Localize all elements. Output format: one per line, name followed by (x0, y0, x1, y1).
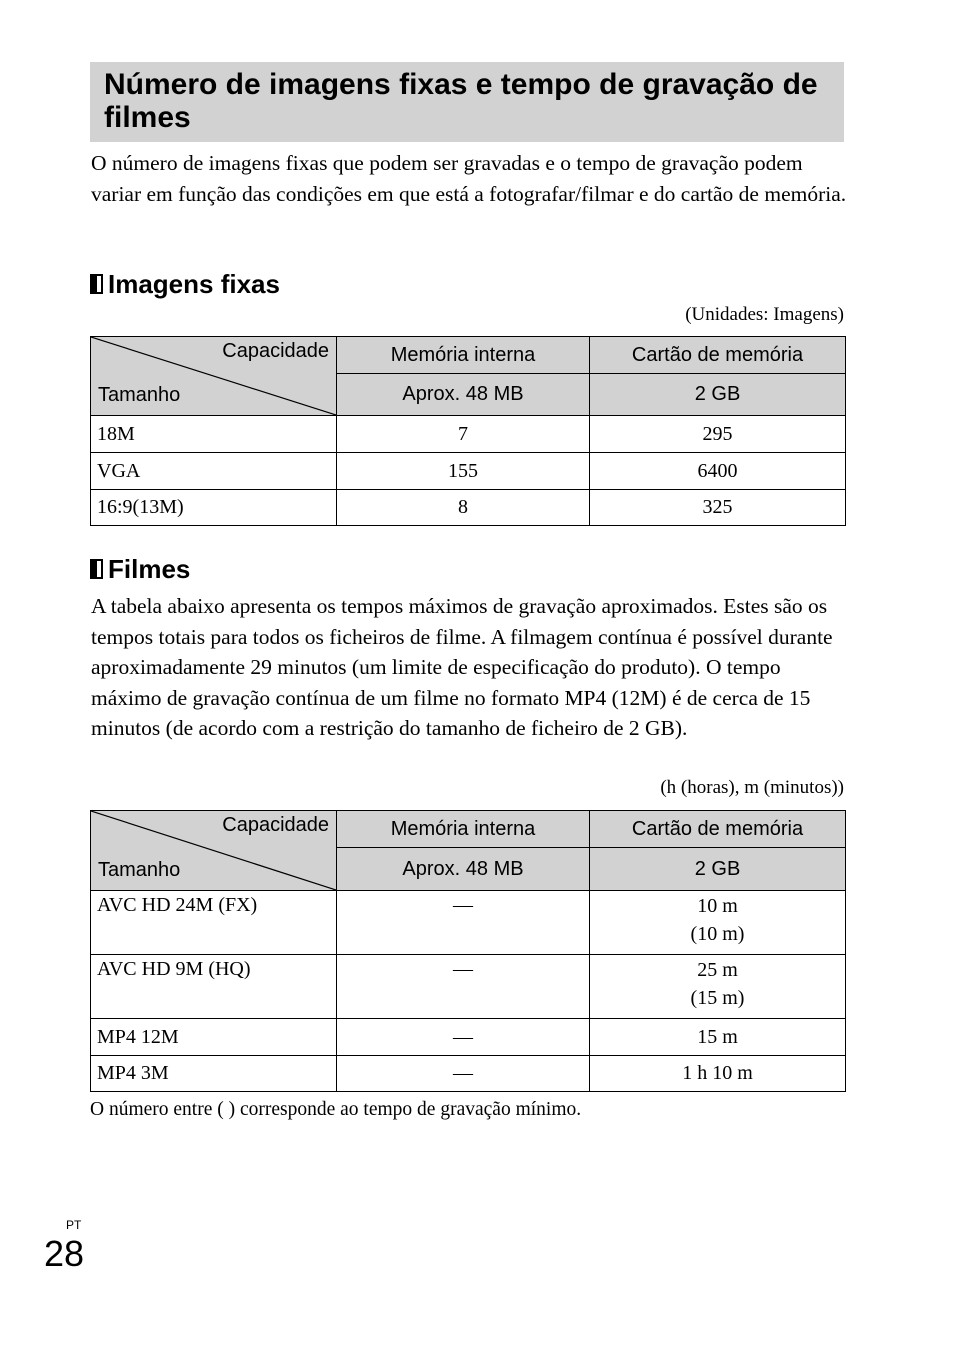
memory-card-capacity: 2 GB (590, 848, 846, 891)
row-internal: 8 (337, 490, 590, 526)
table-row (91, 1056, 846, 1092)
row-size: AVC HD 24M (FX) (91, 891, 337, 955)
row-internal: — (337, 1056, 590, 1092)
size-label: Tamanho (98, 859, 181, 881)
table-corner-cell (91, 811, 337, 891)
internal-memory-capacity: Aprox. 48 MB (337, 848, 590, 891)
section-bullet-icon (90, 274, 103, 294)
row-internal: 7 (337, 416, 590, 453)
title-bar (90, 62, 844, 142)
row-size: AVC HD 9M (HQ) (91, 955, 337, 1019)
row-internal: — (337, 955, 590, 1019)
row-card-min: (15 m) (690, 987, 745, 1009)
row-internal: — (337, 891, 590, 955)
still-images-table (90, 336, 846, 526)
footnote: O número entre ( ) corresponde ao tempo de gravação mínimo. (90, 1099, 582, 1120)
row-size: 18M (91, 416, 337, 453)
row-card (590, 891, 846, 955)
row-card: 1 h 10 m (590, 1056, 846, 1092)
movies-units-label: (h (horas), m (minutos)) (660, 777, 844, 798)
section-bullet-icon (90, 559, 103, 579)
movies-heading-text: Filmes (108, 554, 191, 584)
internal-memory-header: Memória interna (337, 811, 590, 848)
page-title: Número de imagens fixas e tempo de gravação de filmes (104, 68, 818, 134)
table-row (91, 1019, 846, 1056)
still-images-heading (90, 269, 280, 299)
row-card: 6400 (590, 453, 846, 490)
row-internal: — (337, 1019, 590, 1056)
table-corner-cell (91, 337, 337, 416)
row-card-min: (10 m) (690, 923, 745, 945)
movies-description: A tabela abaixo apresenta os tempos máximos de gravação aproximados. Estes são os tempos totais para todos os ficheiros de filme. A filmagem contínua é possível durante aproximadamente 29 minutos (um limite de especificação do produto). O tempo máximo de gravação contínua de um filme no formato MP4 (12M) é de cerca de 15 minutos (de acordo com a restrição do tamanho de ficheiro de 2 GB). (91, 594, 833, 740)
row-card: 325 (590, 490, 846, 526)
movies-heading (90, 554, 190, 584)
still-images-heading-text: Imagens fixas (108, 269, 280, 299)
internal-memory-capacity: Aprox. 48 MB (337, 374, 590, 416)
row-card-total: 10 m (697, 895, 738, 917)
row-size: 16:9(13M) (91, 490, 337, 526)
still-units-label: (Unidades: Imagens) (685, 304, 844, 325)
table-row (91, 490, 846, 526)
row-card (590, 955, 846, 1019)
row-card-total: 25 m (697, 959, 738, 981)
row-size: VGA (91, 453, 337, 490)
intro-paragraph: O número de imagens fixas que podem ser gravadas e o tempo de gravação podem variar em função das condições em que está a fotografar/filmar e do cartão de memória. (91, 151, 847, 206)
table-row (91, 453, 846, 490)
internal-memory-header: Memória interna (337, 337, 590, 374)
page-number: 28 (44, 1233, 85, 1274)
row-internal: 155 (337, 453, 590, 490)
memory-card-header: Cartão de memória (590, 337, 846, 374)
page-language: PT (66, 1218, 82, 1232)
movies-table (90, 810, 846, 1092)
capacity-label: Capacidade (222, 340, 329, 362)
memory-card-header: Cartão de memória (590, 811, 846, 848)
table-row (91, 955, 846, 1019)
size-label: Tamanho (98, 384, 181, 406)
table-row (91, 891, 846, 955)
row-size: MP4 3M (91, 1056, 337, 1092)
row-size: MP4 12M (91, 1019, 337, 1056)
row-card: 15 m (590, 1019, 846, 1056)
row-card: 295 (590, 416, 846, 453)
capacity-label: Capacidade (222, 814, 329, 836)
table-row (91, 416, 846, 453)
memory-card-capacity: 2 GB (590, 374, 846, 416)
